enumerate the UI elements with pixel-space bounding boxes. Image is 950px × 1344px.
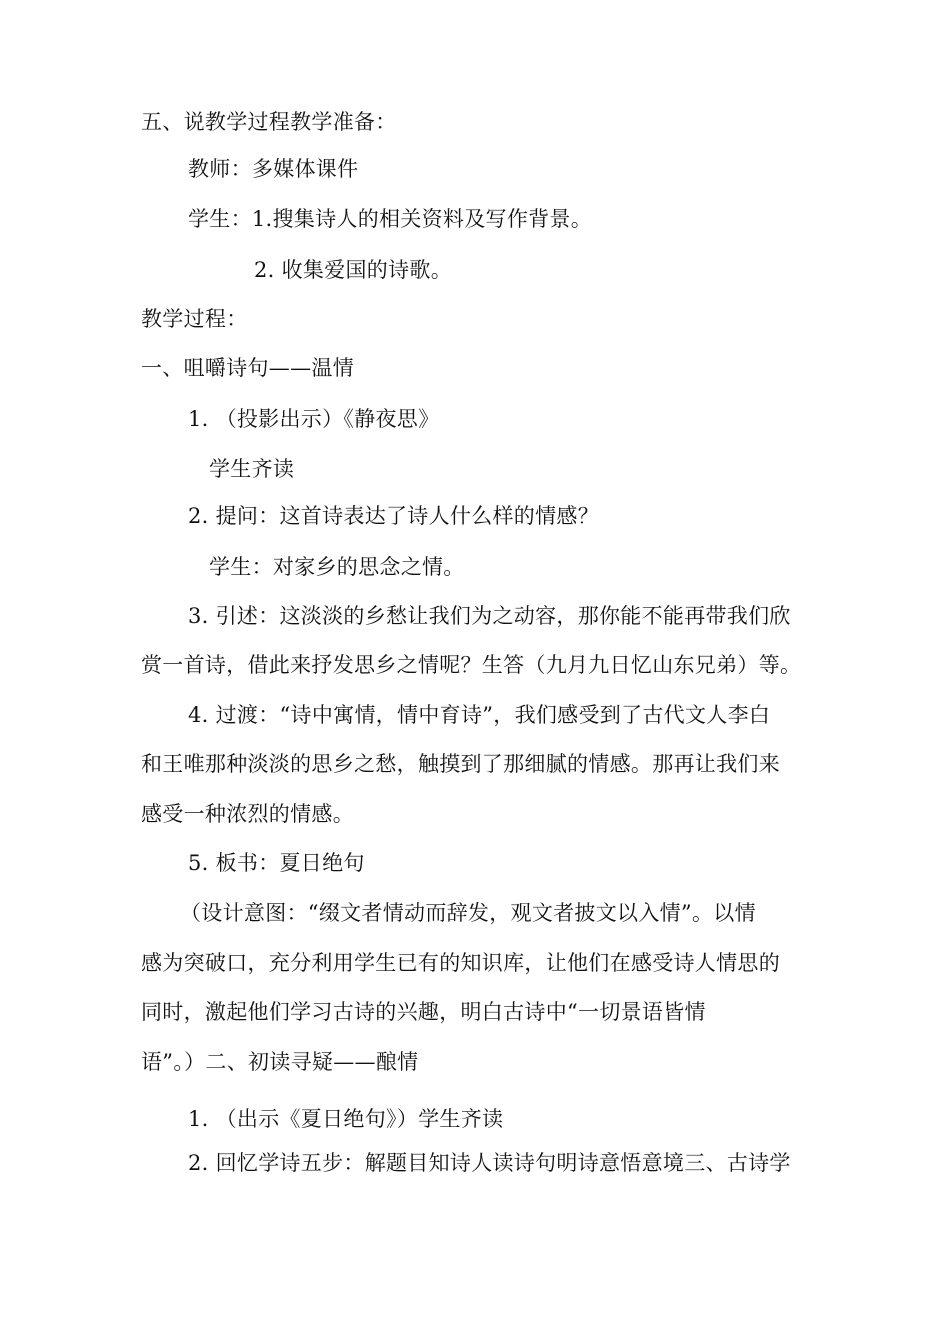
step-1-line: 1. （投影出示）《静夜思》 xyxy=(188,407,440,431)
teacher-prep-line: 教师：多媒体课件 xyxy=(188,157,359,181)
design-intent-line-1: （设计意图：“缀文者情动而辞发，观文者披文以入情”。以情 xyxy=(180,901,756,925)
design-intent-line-4: 语”。）二、初读寻疑——酿情 xyxy=(141,1050,419,1074)
step-4-line-2: 和王唯那种淡淡的思乡之愁，触摸到了那细腻的情感。那再让我们来 xyxy=(141,752,780,776)
step-1-student-line: 学生齐读 xyxy=(209,457,295,481)
section-heading-teaching-process: 五、说教学过程教学准备： xyxy=(141,110,397,134)
design-intent-line-3: 同时，激起他们学习古诗的兴趣，明白古诗中“一切景语皆情 xyxy=(141,1000,706,1024)
step-2-line: 2. 提问：这首诗表达了诗人什么样的情感？ xyxy=(188,504,600,528)
teaching-process-label: 教学过程： xyxy=(141,307,248,331)
section-2-step-2-line: 2. 回忆学诗五步：解题目知诗人读诗句明诗意悟意境三、古诗学 xyxy=(188,1151,791,1175)
step-2-student-line: 学生：对家乡的思念之情。 xyxy=(209,555,465,579)
design-intent-line-2: 感为突破口，充分利用学生已有的知识库，让他们在感受诗人情思的 xyxy=(141,951,780,975)
student-prep-line-1: 学生：1.搜集诗人的相关资料及写作背景。 xyxy=(188,207,593,231)
step-3-line-1: 3. 引述：这淡淡的乡愁让我们为之动容，那你能不能再带我们欣 xyxy=(188,604,791,628)
step-4-line-1: 4. 过渡：“诗中寓情，情中育诗”，我们感受到了古代文人李白 xyxy=(188,703,771,727)
student-prep-line-2: 2. 收集爱国的诗歌。 xyxy=(254,258,453,282)
step-3-line-2: 赏一首诗，借此来抒发思乡之情呢？生答（九月九日忆山东兄弟）等。 xyxy=(141,653,802,677)
section-2-step-1-line: 1. （出示《夏日绝句》）学生齐读 xyxy=(188,1107,504,1131)
step-4-line-3: 感受一种浓烈的情感。 xyxy=(141,802,354,826)
section-heading-1: 一、咀嚼诗句——温情 xyxy=(141,356,354,380)
step-5-line: 5. 板书：夏日绝句 xyxy=(188,851,365,875)
